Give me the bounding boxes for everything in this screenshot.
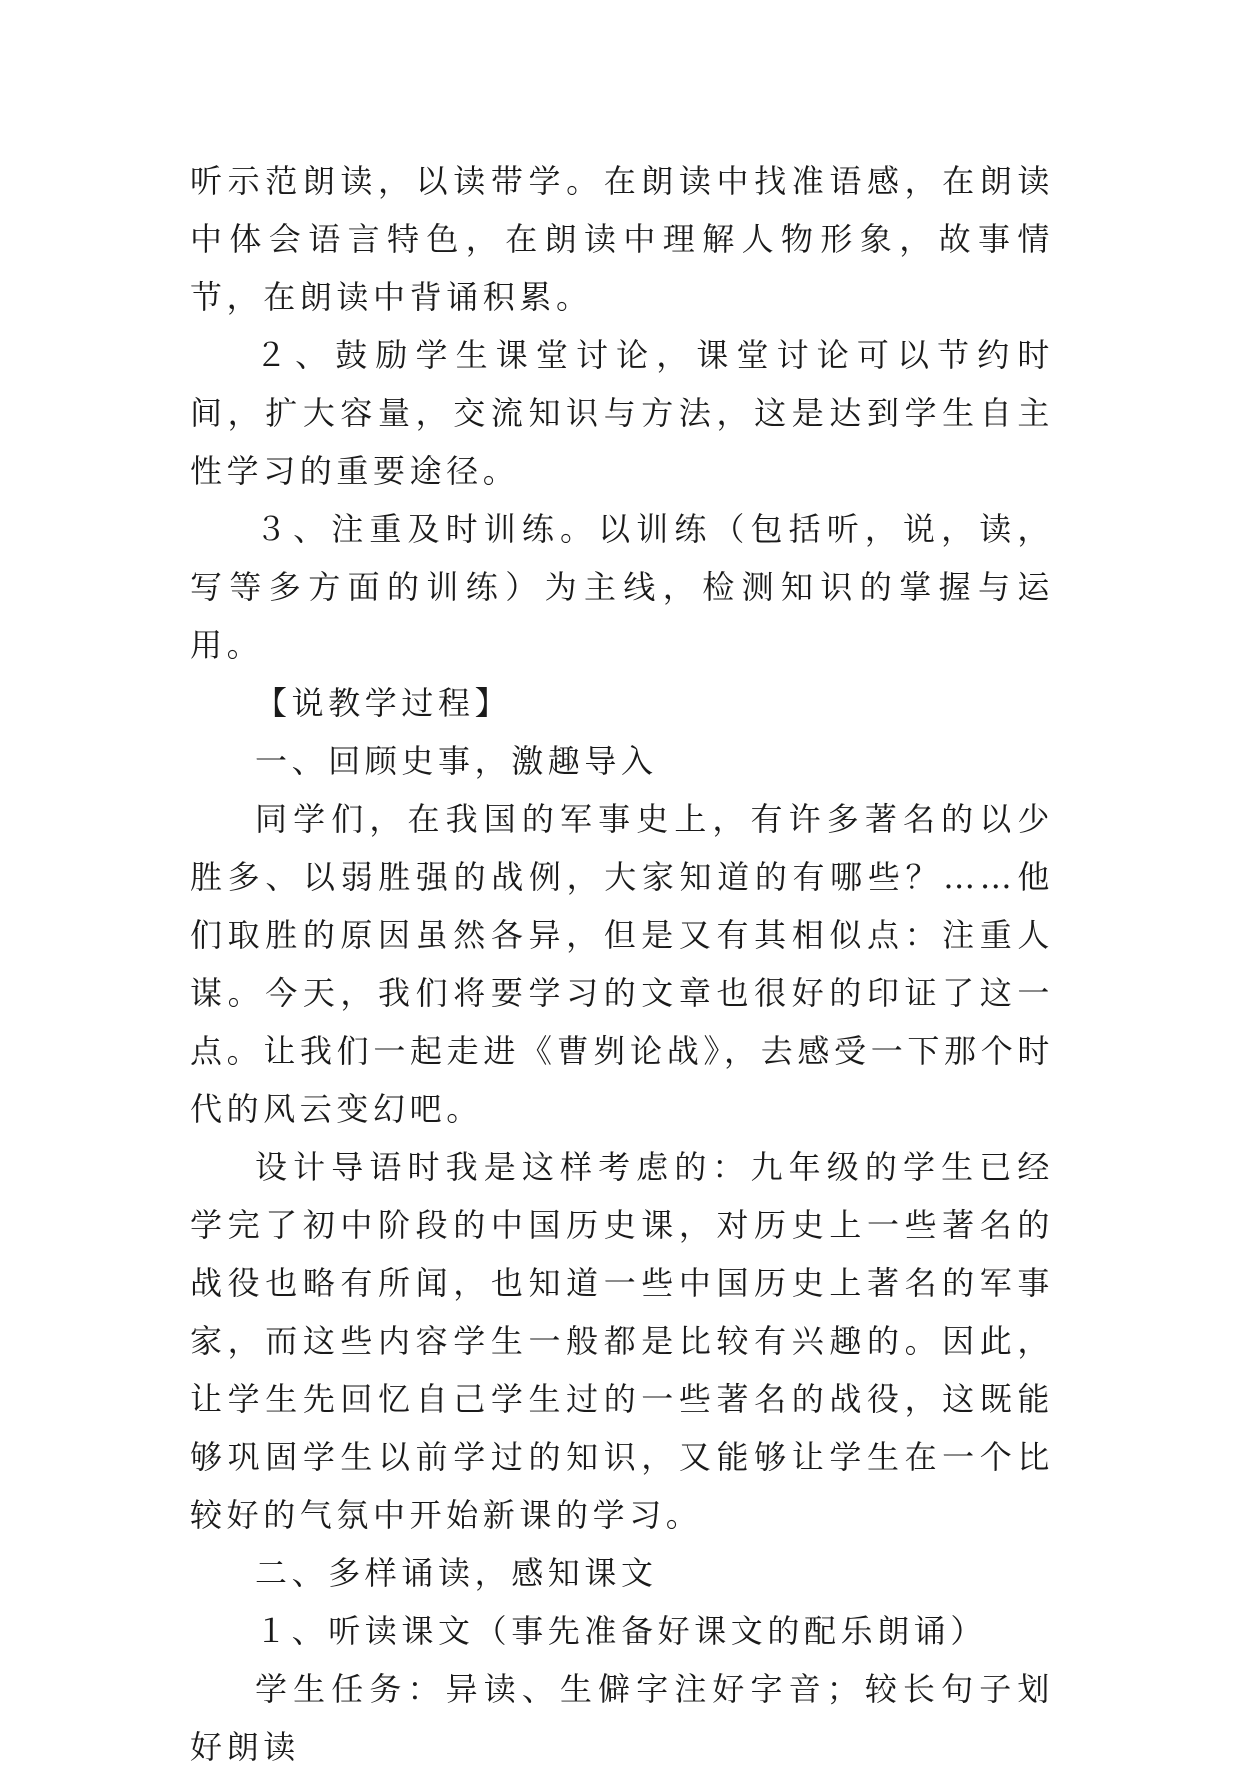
paragraph-design-rationale: 设计导语时我是这样考虑的：九年级的学生已经学完了初中阶段的中国历史课，对历史上一些著名的战役也略有所闻，也知道一些中国历史上著名的军事家，而这些内容学生一般都是比较有兴趣的。因此，让学生先回忆自己学生过的一些著名的战役，这既能够巩固学生以前学过的知识，又能够让学生在一个比较好的气氛中开始新课的学习。 (190, 1148, 1054, 1534)
subheading-diverse-reading: 二、多样诵读，感知课文 (255, 1554, 658, 1592)
paragraph-student-tasks: 学生任务：异读、生僻字注好字音；较长句子划好朗读 (190, 1670, 1054, 1766)
paragraph-timely-training: ３、注重及时训练。以训练（包括听，说，读，写等多方面的训练）为主线，检测知识的掌握与运用。 (190, 510, 1054, 664)
paragraph-classroom-discussion: ２、鼓励学生课堂讨论，课堂讨论可以节约时间，扩大容量，交流知识与方法，这是达到学生自主性学习的重要途径。 (190, 336, 1054, 490)
subheading-review-history: 一、回顾史事，激趣导入 (255, 742, 658, 780)
paragraph-listen-reading: １、听读课文（事先准备好课文的配乐朗诵） (255, 1612, 988, 1650)
paragraph-intro-speech: 同学们，在我国的军事史上，有许多著名的以少胜多、以弱胜强的战例，大家知道的有哪些？……他们取胜的原因虽然各异，但是又有其相似点：注重人谋。今天，我们将要学习的文章也很好的印证了这一点。让我们一起走进《曹刿论战》，去感受一下那个时代的风云变幻吧。 (190, 800, 1054, 1128)
document-body (190, 152, 1054, 1776)
paragraph-reading-method: 听示范朗读，以读带学。在朗读中找准语感，在朗读中体会语言特色，在朗读中理解人物形象，故事情节，在朗读中背诵积累。 (190, 162, 1054, 316)
section-heading-teaching-process: 【说教学过程】 (255, 684, 512, 722)
